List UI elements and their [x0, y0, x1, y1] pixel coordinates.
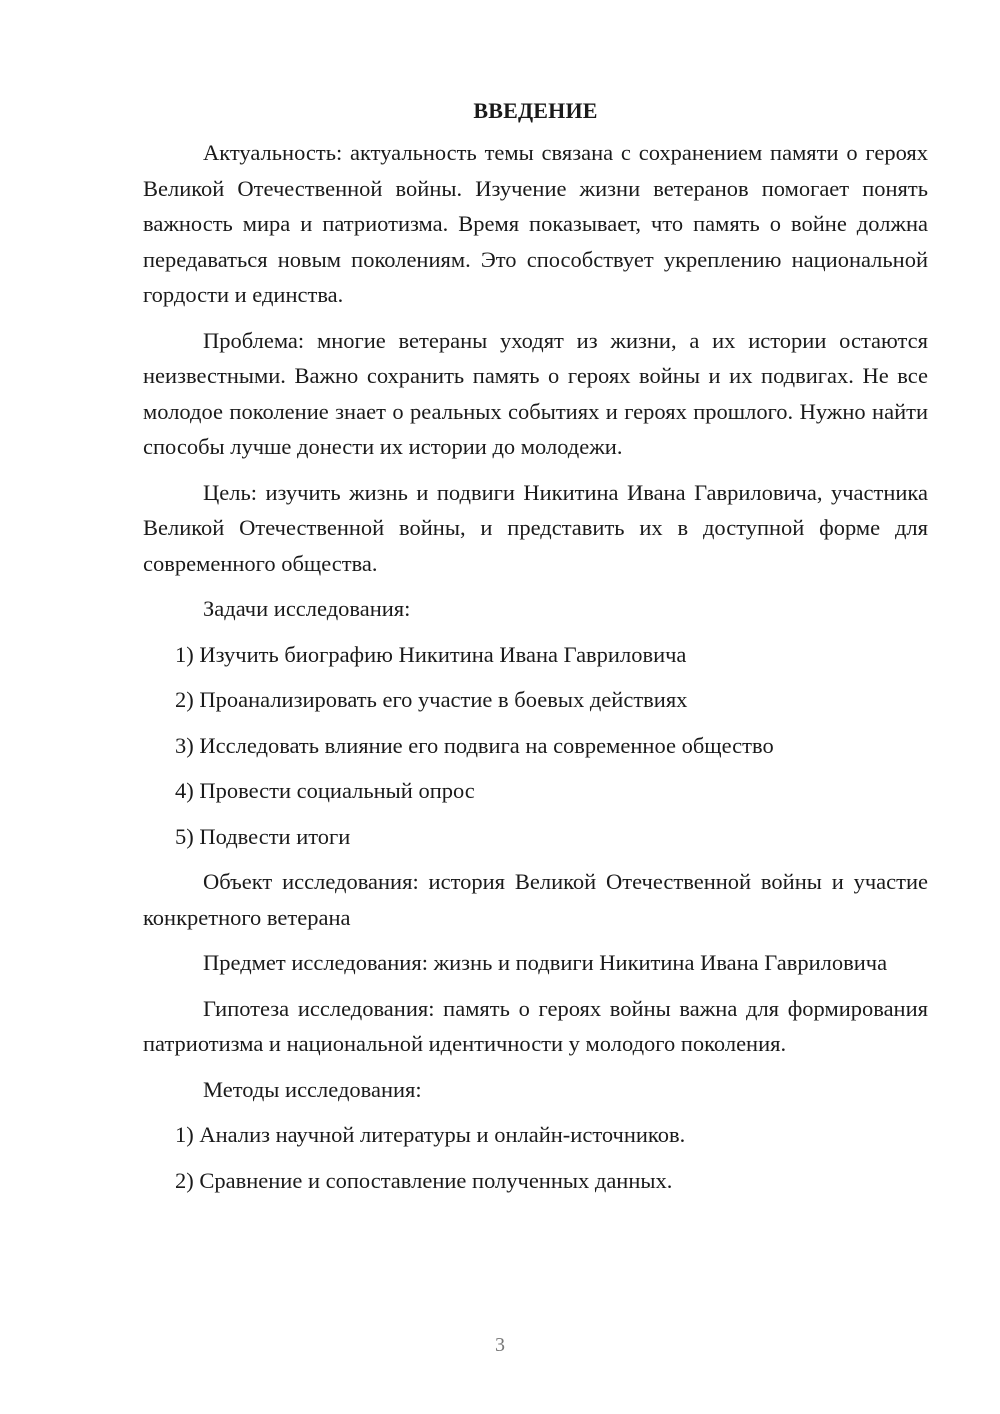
list-item: 4) Провести социальный опрос	[175, 778, 475, 803]
tasks-list	[143, 637, 928, 855]
list-item: 1) Изучить биографию Никитина Ивана Гавриловича	[175, 641, 687, 667]
methods-list	[143, 1117, 928, 1198]
list-item: 2) Сравнение и сопоставление полученных данных.	[175, 1167, 673, 1193]
list-item: 3) Исследовать влияние его подвига на современное общество	[175, 732, 774, 758]
paragraph-hypothesis: Гипотеза исследования: память о героях войны важна для формирования патриотизма и национальной идентичности у молодого поколения.	[143, 995, 928, 1056]
document-page	[143, 96, 928, 1208]
list-item: 5) Подвести итоги	[175, 823, 351, 849]
list-item: 2) Проанализировать его участие в боевых действиях	[175, 687, 688, 712]
paragraph-subject: Предмет исследования: жизнь и подвиги Никитина Ивана Гавриловича	[203, 950, 888, 975]
tasks-heading: Задачи исследования:	[203, 596, 411, 621]
page-number: 3	[495, 1334, 505, 1356]
list-item: 1) Анализ научной литературы и онлайн-источников.	[175, 1122, 686, 1147]
paragraph-relevance: Актуальность: актуальность темы связана с сохранением памяти о героях Великой Отечественной войны. Изучение жизни ветеранов помогает понять важность мира и патриотизма. Время показывает, что память о войне должна передаваться новым поколениям. Это способствует укреплению национальной гордости и единства.	[143, 140, 928, 307]
section-title: ВВЕДЕНИЕ	[473, 98, 598, 123]
paragraph-object: Объект исследования: история Великой Отечественной войны и участие конкретного ветерана	[143, 869, 928, 930]
methods-heading: Методы исследования:	[203, 1076, 422, 1102]
paragraph-goal: Цель: изучить жизнь и подвиги Никитина Ивана Гавриловича, участника Великой Отечественной войны, и представить их в доступной форме для современного общества.	[143, 479, 928, 576]
paragraph-problem: Проблема: многие ветераны уходят из жизни, а их истории остаются неизвестными. Важно сохранить память о героях войны и их подвигах. Не все молодое поколение знает о реальных событиях и героях прошлого. Нужно найти способы лучше донести их истории до молодежи.	[143, 327, 928, 459]
